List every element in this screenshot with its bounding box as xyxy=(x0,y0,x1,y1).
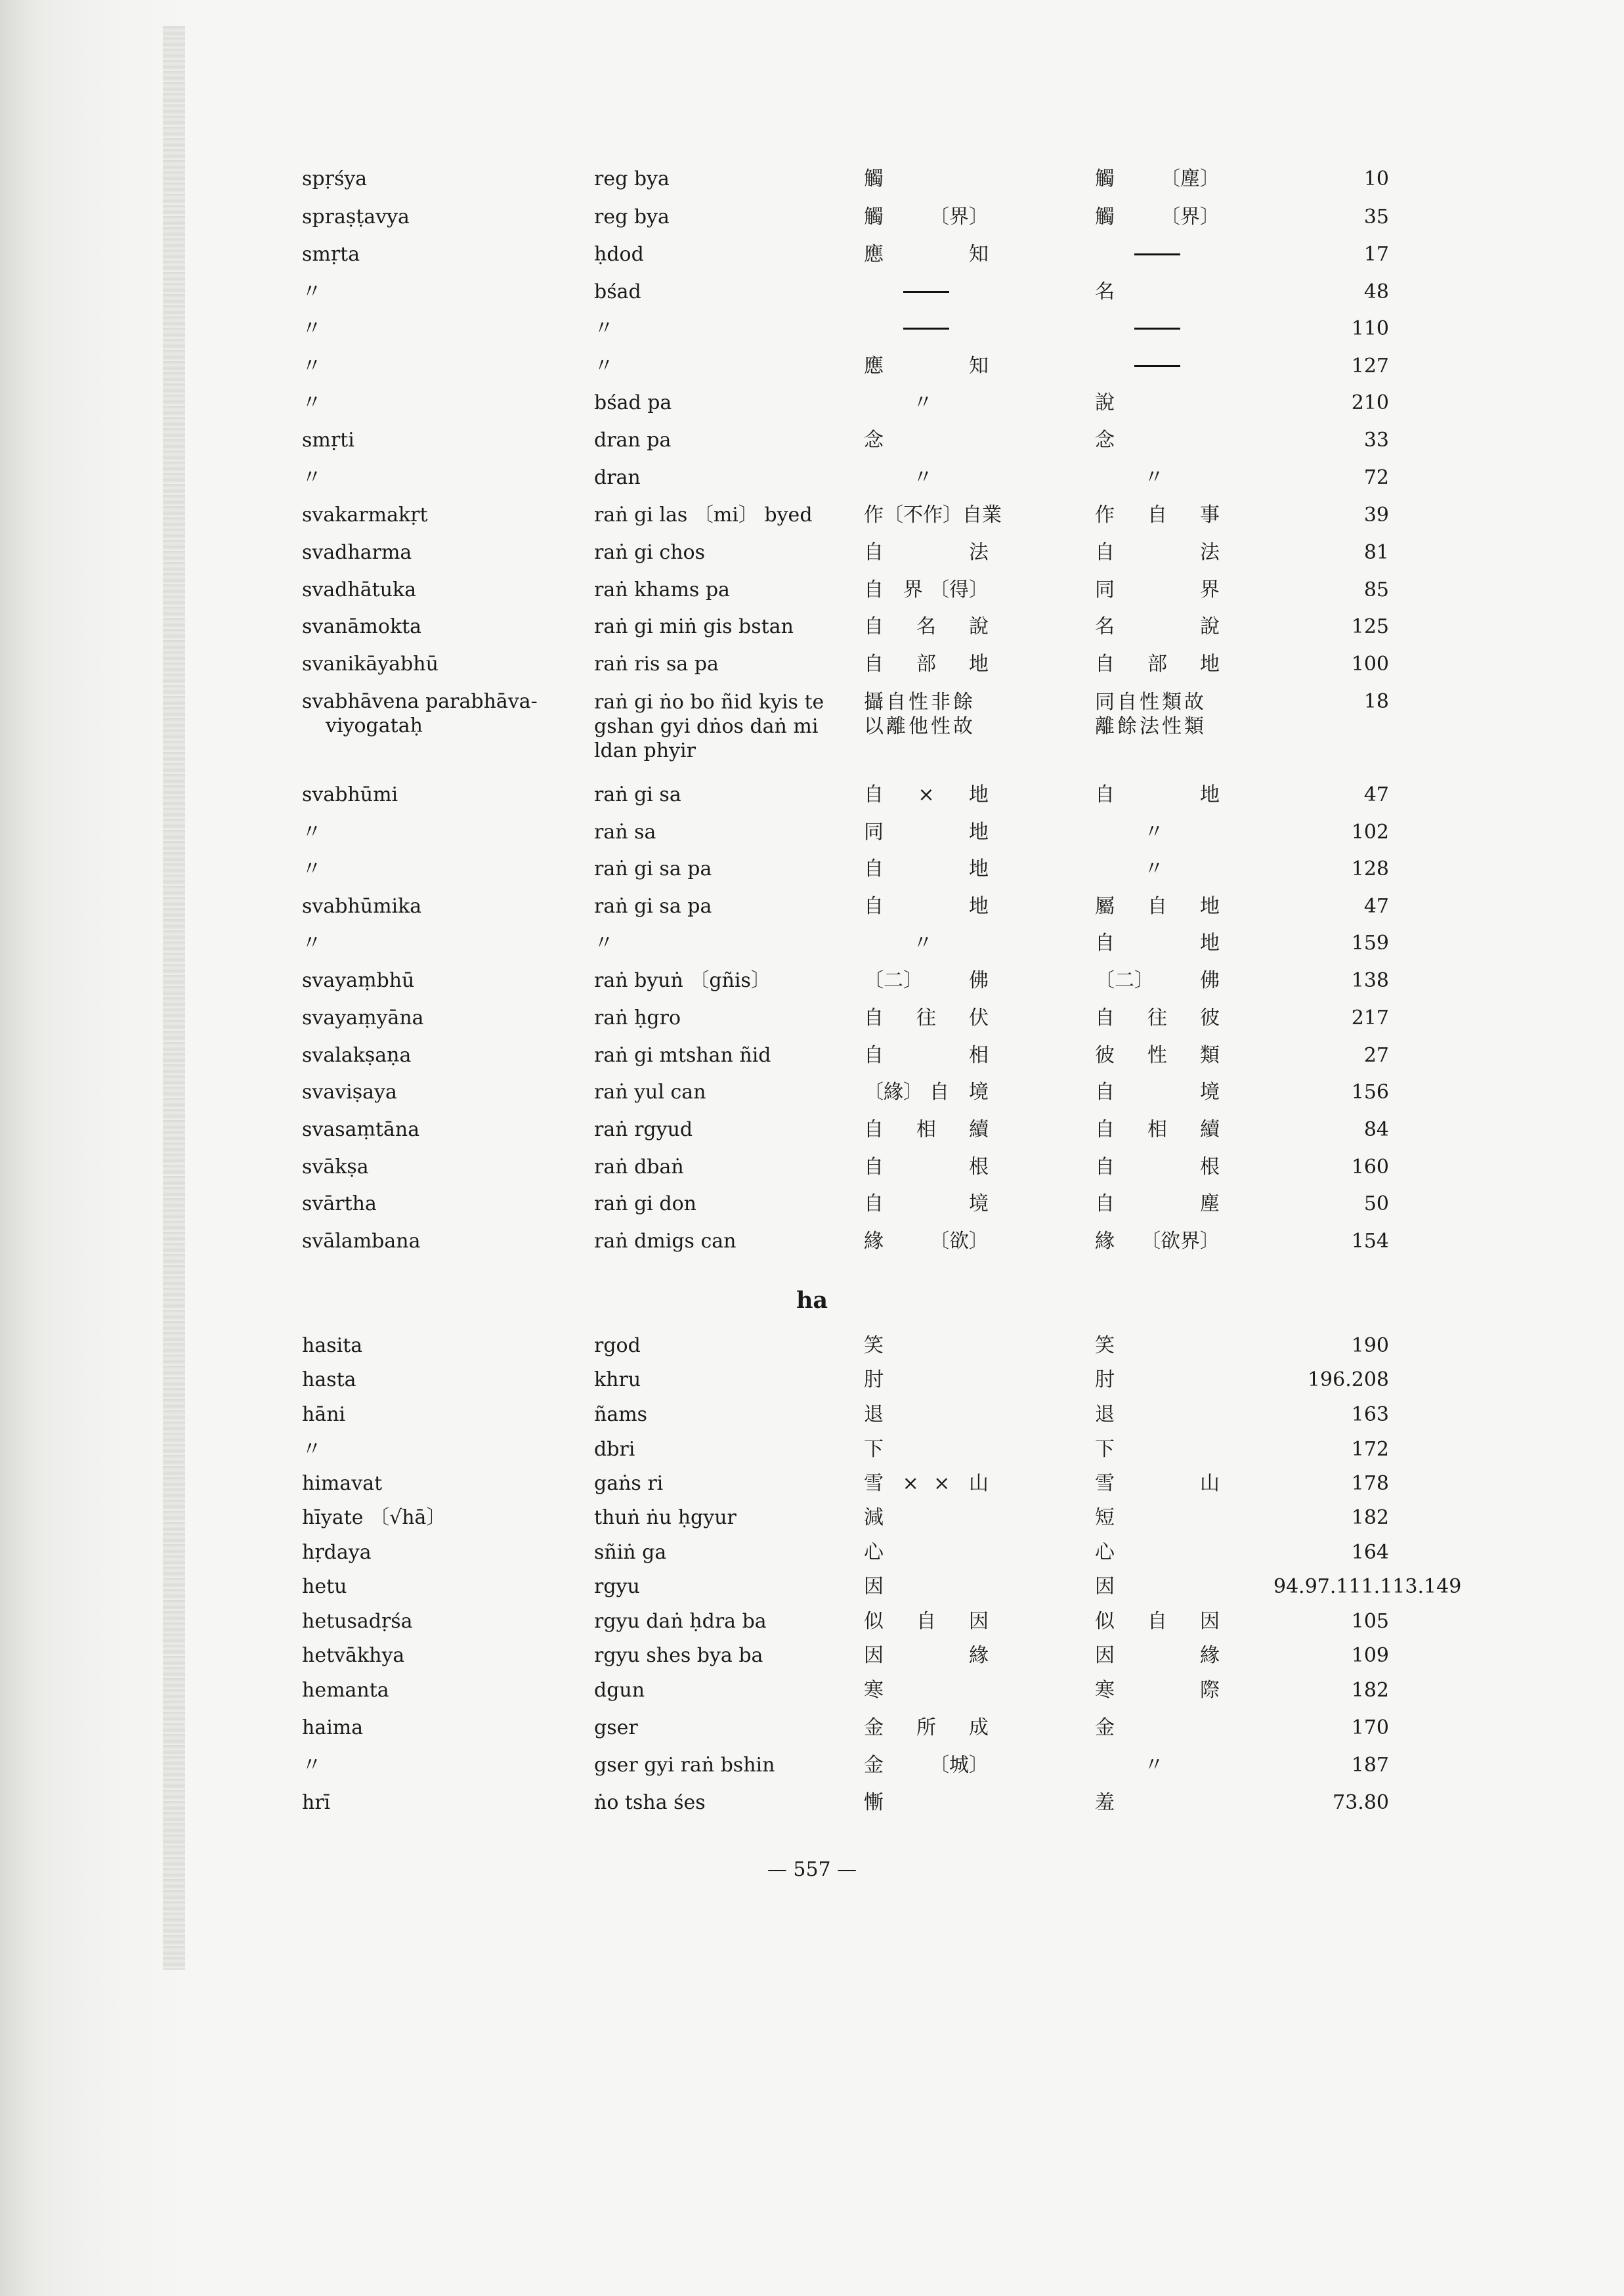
page-reference: 109 xyxy=(1351,1644,1389,1667)
chinese-term-2: 自 相 續 xyxy=(1095,1118,1220,1141)
ditto-dash xyxy=(903,328,949,330)
sanskrit-term: svaviṣaya xyxy=(302,1081,397,1104)
page-reference: 39 xyxy=(1363,504,1389,527)
glossary-row xyxy=(0,280,1624,320)
chinese-term-1: 自 相 續 xyxy=(864,1118,989,1141)
chinese-term-2: 短 xyxy=(1095,1506,1115,1529)
chinese-term-2: 說 xyxy=(1095,391,1115,414)
ditto-mark: 〃 xyxy=(1144,1754,1164,1777)
glossary-row xyxy=(0,1472,1624,1511)
sanskrit-term-continued: viyogataḥ xyxy=(326,714,423,737)
sanskrit-term: 〃 xyxy=(302,280,322,303)
glossary-row xyxy=(0,317,1624,357)
chinese-term-2: 屬 自 地 xyxy=(1095,895,1220,918)
sanskrit-term: smṛti xyxy=(302,429,354,452)
chinese-term-2: 自 地 xyxy=(1095,783,1220,806)
page-reference: 100 xyxy=(1351,653,1389,676)
page-reference: 47 xyxy=(1363,895,1389,918)
chinese-term-1: 觸 〔界〕 xyxy=(864,206,989,228)
tibetan-term: raṅ gi sa pa xyxy=(594,895,712,918)
page-reference: 81 xyxy=(1363,541,1389,564)
page-reference: 138 xyxy=(1351,969,1389,992)
page-reference: 210 xyxy=(1351,391,1389,414)
page-reference: 110 xyxy=(1351,317,1389,340)
chinese-term-2: 自 境 xyxy=(1095,1081,1220,1104)
chinese-term-2: 自 地 xyxy=(1095,932,1220,955)
tibetan-term: reg bya xyxy=(594,167,670,190)
glossary-row xyxy=(0,243,1624,282)
glossary-row xyxy=(0,1156,1624,1195)
tibetan-term: raṅ gi chos xyxy=(594,541,705,564)
glossary-row xyxy=(0,783,1624,823)
chinese-term-2: 羞 xyxy=(1095,1791,1115,1814)
sanskrit-term: svadharma xyxy=(302,541,412,564)
chinese-term-1: 雪 × × 山 xyxy=(864,1472,989,1495)
chinese-term-1: 自 部 地 xyxy=(864,653,989,676)
chinese-term-2: 同 界 xyxy=(1095,578,1220,601)
glossary-row xyxy=(0,1334,1624,1374)
chinese-term-2: 似 自 因 xyxy=(1095,1610,1220,1633)
sanskrit-term: hasta xyxy=(302,1368,356,1391)
sanskrit-term: 〃 xyxy=(302,466,322,489)
tibetan-term: ḥdod xyxy=(594,243,644,266)
sanskrit-term: himavat xyxy=(302,1472,383,1495)
chinese-term-1: 自 名 說 xyxy=(864,615,989,638)
sanskrit-term: svakarmakṛt xyxy=(302,504,428,527)
sanskrit-term: hetusadṛśa xyxy=(302,1610,413,1633)
sanskrit-term: spṛśya xyxy=(302,167,368,190)
ditto-mark: 〃 xyxy=(1144,821,1164,844)
glossary-row xyxy=(0,821,1624,860)
ditto-dash xyxy=(1134,365,1180,367)
sanskrit-term: svadhātuka xyxy=(302,578,417,601)
glossary-row xyxy=(0,1575,1624,1614)
tibetan-term: dbri xyxy=(594,1438,635,1461)
sanskrit-term: svālambana xyxy=(302,1230,421,1253)
chinese-term-1: 應 知 xyxy=(864,243,989,266)
page-reference: 33 xyxy=(1363,429,1389,452)
page-reference: 50 xyxy=(1363,1192,1389,1215)
chinese-term-1: 笑 xyxy=(864,1334,884,1357)
tibetan-term: raṅ dbaṅ xyxy=(594,1156,684,1179)
page-reference: 35 xyxy=(1363,206,1389,228)
page-reference: 170 xyxy=(1351,1716,1389,1739)
sanskrit-term: spraṣṭavya xyxy=(302,206,410,228)
page-reference: 18 xyxy=(1363,690,1389,713)
page-reference: 182 xyxy=(1351,1679,1389,1702)
chinese-term-2: 〔二〕 佛 xyxy=(1095,969,1220,992)
chinese-term-1: 作 〔不作〕 自 業 xyxy=(864,504,1002,527)
page-reference: 47 xyxy=(1363,783,1389,806)
page-reference: 102 xyxy=(1351,821,1389,844)
chinese-term-2: 雪 山 xyxy=(1095,1472,1220,1495)
glossary-row xyxy=(0,1541,1624,1580)
tibetan-term: khru xyxy=(594,1368,641,1391)
ditto-dash xyxy=(1134,328,1180,330)
glossary-row xyxy=(0,466,1624,506)
tibetan-term: ṅo tsha śes xyxy=(594,1791,706,1814)
glossary-row xyxy=(0,1716,1624,1756)
glossary-row xyxy=(0,1044,1624,1083)
glossary-row xyxy=(0,653,1624,692)
sanskrit-term: hrī xyxy=(302,1791,331,1814)
glossary-row xyxy=(0,541,1624,580)
tibetan-term: gser xyxy=(594,1716,638,1739)
page-number: — 557 — xyxy=(767,1858,857,1881)
ditto-mark: 〃 xyxy=(1144,466,1164,489)
page-reference: 27 xyxy=(1363,1044,1389,1067)
chinese-term-1: 退 xyxy=(864,1403,884,1426)
ditto-dash xyxy=(903,291,949,293)
page-reference: 156 xyxy=(1351,1081,1389,1104)
tibetan-term: raṅ gi sa xyxy=(594,783,681,806)
glossary-row xyxy=(0,1644,1624,1683)
glossary-row xyxy=(0,1118,1624,1158)
chinese-term-1: 攝自性非餘以離他性故 xyxy=(864,691,975,738)
page-reference: 128 xyxy=(1351,857,1389,880)
sanskrit-term: hemanta xyxy=(302,1679,389,1702)
glossary-row xyxy=(0,1230,1624,1269)
tibetan-term: thuṅ ṅu ḥgyur xyxy=(594,1506,737,1529)
glossary-row xyxy=(0,1791,1624,1830)
chinese-term-1: 自 × 地 xyxy=(864,783,989,806)
page-reference: 48 xyxy=(1363,280,1389,303)
tibetan-term: raṅ sa xyxy=(594,821,656,844)
page-reference: 182 xyxy=(1351,1506,1389,1529)
chinese-term-2: 寒 際 xyxy=(1095,1679,1220,1702)
tibetan-term: dran xyxy=(594,466,641,489)
chinese-term-1: 因 xyxy=(864,1575,884,1598)
page-reference: 127 xyxy=(1351,355,1389,378)
chinese-term-2: 下 xyxy=(1095,1438,1115,1461)
chinese-term-1: 慚 xyxy=(864,1791,884,1814)
tibetan-term: dgun xyxy=(594,1679,645,1702)
glossary-row xyxy=(0,690,1624,762)
chinese-term-1: 金 〔城〕 xyxy=(864,1754,989,1777)
tibetan-term: raṅ ris sa pa xyxy=(594,653,719,676)
chinese-term-1: 自 界 〔得〕 xyxy=(864,578,989,601)
page-reference: 10 xyxy=(1363,167,1389,190)
tibetan-term: raṅ byuṅ 〔gñis〕 xyxy=(594,969,771,992)
chinese-term-2: 觸 〔塵〕 xyxy=(1095,167,1220,190)
tibetan-term: raṅ ḥgro xyxy=(594,1007,681,1029)
sanskrit-term: 〃 xyxy=(302,1754,322,1777)
glossary-row xyxy=(0,969,1624,1008)
chinese-term-2: 作 自 事 xyxy=(1095,504,1220,527)
sanskrit-term: 〃 xyxy=(302,355,322,378)
glossary-row xyxy=(0,1081,1624,1120)
sanskrit-term: svākṣa xyxy=(302,1156,369,1179)
tibetan-term: ñams xyxy=(594,1403,648,1426)
chinese-term-1: 似 自 因 xyxy=(864,1610,989,1633)
chinese-term-2: 自 根 xyxy=(1095,1156,1220,1179)
glossary-row xyxy=(0,206,1624,245)
chinese-term-2: 名 說 xyxy=(1095,615,1220,638)
sanskrit-term: svabhūmi xyxy=(302,783,398,806)
tibetan-term: raṅ rgyud xyxy=(594,1118,693,1141)
ditto-mark: 〃 xyxy=(913,932,933,955)
page-reference: 73.80 xyxy=(1333,1791,1389,1814)
chinese-term-1: 金 所 成 xyxy=(864,1716,989,1739)
chinese-term-1: 〔緣〕 自 境 xyxy=(864,1081,989,1104)
sanskrit-term: hetvākhya xyxy=(302,1644,405,1667)
chinese-term-2: 自 塵 xyxy=(1095,1192,1220,1215)
page-reference: 159 xyxy=(1351,932,1389,955)
sanskrit-term: svanikāyabhū xyxy=(302,653,438,676)
tibetan-term: sñiṅ ga xyxy=(594,1541,667,1564)
chinese-term-2: 同自性類故離餘法性類 xyxy=(1095,691,1207,738)
glossary-row xyxy=(0,391,1624,431)
chinese-term-2: 念 xyxy=(1095,429,1115,452)
page-reference: 178 xyxy=(1351,1472,1389,1495)
glossary-row xyxy=(0,1438,1624,1477)
page-reference: 84 xyxy=(1363,1118,1389,1141)
chinese-term-2: 觸 〔界〕 xyxy=(1095,206,1220,228)
chinese-term-1: 自 地 xyxy=(864,857,989,880)
glossary-row xyxy=(0,1506,1624,1546)
section-heading: ha xyxy=(796,1287,828,1314)
glossary-row xyxy=(0,1754,1624,1793)
tibetan-term: gaṅs ri xyxy=(594,1472,664,1495)
chinese-term-2: 肘 xyxy=(1095,1368,1115,1391)
tibetan-term: dran pa xyxy=(594,429,672,452)
sanskrit-term: 〃 xyxy=(302,391,322,414)
sanskrit-term: smṛta xyxy=(302,243,360,266)
page-reference: 187 xyxy=(1351,1754,1389,1777)
page-reference: 217 xyxy=(1351,1007,1389,1029)
chinese-term-1: 自 往 伏 xyxy=(864,1007,989,1029)
tibetan-term: 〃 xyxy=(594,932,614,955)
tibetan-term: raṅ gi don xyxy=(594,1192,697,1215)
sanskrit-term: svasaṃtāna xyxy=(302,1118,420,1141)
glossary-row xyxy=(0,1368,1624,1408)
glossary-row xyxy=(0,615,1624,655)
sanskrit-term: svabhūmika xyxy=(302,895,422,918)
page-reference: 154 xyxy=(1351,1230,1389,1253)
sanskrit-term: haima xyxy=(302,1716,364,1739)
sanskrit-term: 〃 xyxy=(302,857,322,880)
glossary-row xyxy=(0,1679,1624,1718)
ditto-mark: 〃 xyxy=(913,391,933,414)
chinese-term-1: 〔二〕 佛 xyxy=(864,969,989,992)
sanskrit-term: svalakṣaṇa xyxy=(302,1044,412,1067)
glossary-row xyxy=(0,1192,1624,1232)
tibetan-term: raṅ khams pa xyxy=(594,578,730,601)
chinese-term-1: 同 地 xyxy=(864,821,989,844)
sanskrit-term: hṛdaya xyxy=(302,1541,372,1564)
tibetan-term: 〃 xyxy=(594,355,614,378)
ditto-mark: 〃 xyxy=(1144,857,1164,880)
tibetan-term: raṅ gi sa pa xyxy=(594,857,712,880)
page-reference: 94.97.111.113.149 xyxy=(1273,1575,1462,1598)
glossary-row xyxy=(0,578,1624,618)
tibetan-term: rgod xyxy=(594,1334,641,1357)
chinese-term-2: 自 往 彼 xyxy=(1095,1007,1220,1029)
sanskrit-term: 〃 xyxy=(302,1438,322,1461)
glossary-row xyxy=(0,1403,1624,1442)
chinese-term-1: 觸 xyxy=(864,167,884,190)
chinese-term-1: 心 xyxy=(864,1541,884,1564)
ditto-mark: 〃 xyxy=(913,466,933,489)
chinese-term-1: 因 緣 xyxy=(864,1644,989,1667)
glossary-row xyxy=(0,1610,1624,1649)
chinese-term-1: 減 xyxy=(864,1506,884,1529)
page-reference: 105 xyxy=(1351,1610,1389,1633)
glossary-row xyxy=(0,1007,1624,1046)
chinese-term-1: 自 法 xyxy=(864,541,989,564)
chinese-term-2: 緣 〔欲界〕 xyxy=(1095,1230,1220,1253)
chinese-term-2: 笑 xyxy=(1095,1334,1115,1357)
tibetan-term: bśad pa xyxy=(594,391,672,414)
chinese-term-1: 念 xyxy=(864,429,884,452)
chinese-term-2: 因 緣 xyxy=(1095,1644,1220,1667)
page-reference: 72 xyxy=(1363,466,1389,489)
chinese-term-2: 退 xyxy=(1095,1403,1115,1426)
chinese-term-1: 下 xyxy=(864,1438,884,1461)
tibetan-term: raṅ gi mtshan ñid xyxy=(594,1044,771,1067)
chinese-term-1: 自 境 xyxy=(864,1192,989,1215)
chinese-term-2: 心 xyxy=(1095,1541,1115,1564)
chinese-term-2: 自 部 地 xyxy=(1095,653,1220,676)
sanskrit-term: svanāmokta xyxy=(302,615,422,638)
tibetan-term: raṅ gi ṅo bo ñid kyis te gshan gyi dṅos daṅ mi ldan phyir xyxy=(594,691,824,762)
page-reference: 164 xyxy=(1351,1541,1389,1564)
sanskrit-term: hasita xyxy=(302,1334,363,1357)
chinese-term-2: 自 法 xyxy=(1095,541,1220,564)
page-reference: 163 xyxy=(1351,1403,1389,1426)
chinese-term-2: 因 xyxy=(1095,1575,1115,1598)
sanskrit-term: hāni xyxy=(302,1403,346,1426)
page-reference: 125 xyxy=(1351,615,1389,638)
chinese-term-1: 肘 xyxy=(864,1368,884,1391)
page-reference: 172 xyxy=(1351,1438,1389,1461)
sanskrit-term: 〃 xyxy=(302,317,322,340)
page-reference: 196.208 xyxy=(1307,1368,1389,1391)
sanskrit-term: svayaṃbhū xyxy=(302,969,415,992)
chinese-term-1: 自 相 xyxy=(864,1044,989,1067)
sanskrit-term: hetu xyxy=(302,1575,347,1598)
sanskrit-term: 〃 xyxy=(302,932,322,955)
tibetan-term: gser gyi raṅ bshin xyxy=(594,1754,775,1777)
glossary-row xyxy=(0,167,1624,207)
sanskrit-term: hīyate 〔√hā〕 xyxy=(302,1506,446,1529)
chinese-term-2: 名 xyxy=(1095,280,1115,303)
page-reference: 17 xyxy=(1363,243,1389,266)
glossary-row xyxy=(0,895,1624,934)
ditto-dash xyxy=(1134,253,1180,255)
sanskrit-term: svayaṃyāna xyxy=(302,1007,424,1029)
glossary-row xyxy=(0,932,1624,971)
page-reference: 160 xyxy=(1351,1156,1389,1179)
sanskrit-term: 〃 xyxy=(302,821,322,844)
tibetan-term: bśad xyxy=(594,280,641,303)
page-reference: 85 xyxy=(1363,578,1389,601)
sanskrit-term: svārtha xyxy=(302,1192,377,1215)
chinese-term-1: 寒 xyxy=(864,1679,884,1702)
chinese-term-1: 自 根 xyxy=(864,1156,989,1179)
glossary-row xyxy=(0,355,1624,394)
sanskrit-term: svabhāvena parabhāva- xyxy=(302,690,538,713)
tibetan-term: raṅ dmigs can xyxy=(594,1230,737,1253)
glossary-row xyxy=(0,857,1624,897)
chinese-term-1: 自 地 xyxy=(864,895,989,918)
tibetan-term: rgyu shes bya ba xyxy=(594,1644,763,1667)
tibetan-term: raṅ gi miṅ gis bstan xyxy=(594,615,794,638)
tibetan-term: raṅ gi las 〔mi〕 byed xyxy=(594,504,813,527)
glossary-row xyxy=(0,504,1624,543)
chinese-term-2: 金 xyxy=(1095,1716,1115,1739)
chinese-term-1: 應 知 xyxy=(864,355,989,378)
tibetan-term: raṅ yul can xyxy=(594,1081,706,1104)
tibetan-term: rgyu daṅ ḥdra ba xyxy=(594,1610,767,1633)
tibetan-term: rgyu xyxy=(594,1575,640,1598)
chinese-term-2: 彼 性 類 xyxy=(1095,1044,1220,1067)
page-reference: 190 xyxy=(1351,1334,1389,1357)
chinese-term-1: 緣 〔欲〕 xyxy=(864,1230,989,1253)
tibetan-term: 〃 xyxy=(594,317,614,340)
tibetan-term: reg bya xyxy=(594,206,670,228)
glossary-row xyxy=(0,429,1624,468)
